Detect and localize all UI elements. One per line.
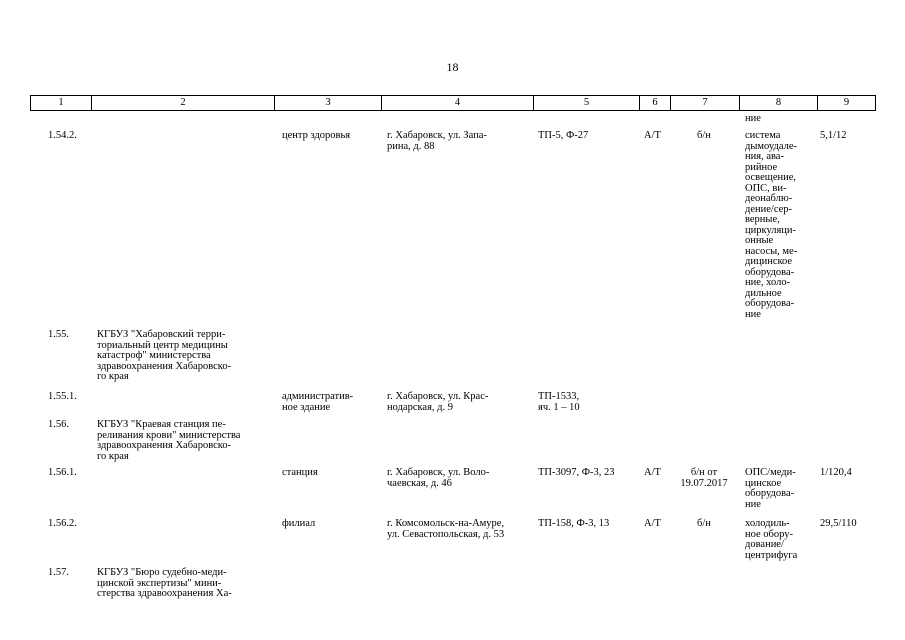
substation: ТП-5, Ф-27 (538, 130, 589, 141)
power: 5,1/12 (820, 130, 847, 141)
header-col-6: 6 (640, 96, 671, 110)
organization-name: КГБУЗ "Хабаровский терри- ториальный центр медицины катастроф" министерства здравоохранения Хабаровско- го края (97, 329, 232, 382)
power: 1/120,4 (820, 467, 852, 478)
substation: ТП-1533, яч. 1 – 10 (538, 391, 580, 413)
power: 29,5/110 (820, 518, 857, 529)
equipment: ОПС/меди- цинское оборудова- ние (745, 467, 796, 510)
category: А/Т (644, 130, 661, 141)
page-number: 18 (446, 60, 459, 74)
header-col-3: 3 (275, 96, 382, 110)
equipment: система дымоудале- ния, ава- рийное освещение, ОПС, ви- деонаблю- дение/сер- верные, циркуляци- онные насосы, ме- дицинское оборудова- ние, холо- дильное оборудова- ние (745, 130, 798, 320)
object-type: центр здоровья (282, 130, 351, 141)
row-number: 1.57. (48, 567, 69, 578)
header-col-8: 8 (740, 96, 818, 110)
organization-name: КГБУЗ "Бюро судебно-меди- цинской экспертизы" мини- стерства здравоохранения Ха- (97, 567, 232, 599)
document: б/н от 19.07.2017 (680, 467, 728, 489)
header-col-4: 4 (382, 96, 534, 110)
header-col-5: 5 (534, 96, 640, 110)
category: А/Т (644, 467, 661, 478)
object-type: филиал (282, 518, 316, 529)
document: б/н (697, 518, 711, 529)
document: б/н (697, 130, 711, 141)
object-address: г. Хабаровск, ул. Запа- рина, д. 88 (387, 130, 487, 152)
carry-over-text: ние (745, 113, 761, 124)
row-number: 1.56.2. (48, 518, 77, 529)
header-col-7: 7 (671, 96, 740, 110)
substation: ТП-3097, Ф-3, 23 (538, 467, 615, 478)
organization-name: КГБУЗ "Краевая станция пе- реливания крови" министерства здравоохранения Хабаровско- го края (97, 419, 241, 462)
row-number: 1.54.2. (48, 130, 77, 141)
object-type: станция (282, 467, 318, 478)
object-address: г. Хабаровск, ул. Воло- чаевская, д. 46 (387, 467, 490, 489)
object-address: г. Комсомольск-на-Амуре, ул. Севастопольская, д. 53 (387, 518, 505, 540)
row-number: 1.56. (48, 419, 69, 430)
header-col-9: 9 (843, 97, 850, 108)
object-type: административ- ное здание (282, 391, 354, 413)
object-address: г. Хабаровск, ул. Крас- нодарская, д. 9 (387, 391, 489, 413)
substation: ТП-158, Ф-3, 13 (538, 518, 610, 529)
header-col-2: 2 (92, 96, 275, 110)
category: А/Т (644, 518, 661, 529)
row-number: 1.55.1. (48, 391, 77, 402)
row-number: 1.55. (48, 329, 69, 340)
table-header (30, 95, 876, 111)
header-col-1: 1 (31, 96, 92, 110)
row-number: 1.56.1. (48, 467, 77, 478)
equipment: холодиль- ное обору- дование/ центрифуга (745, 518, 798, 561)
